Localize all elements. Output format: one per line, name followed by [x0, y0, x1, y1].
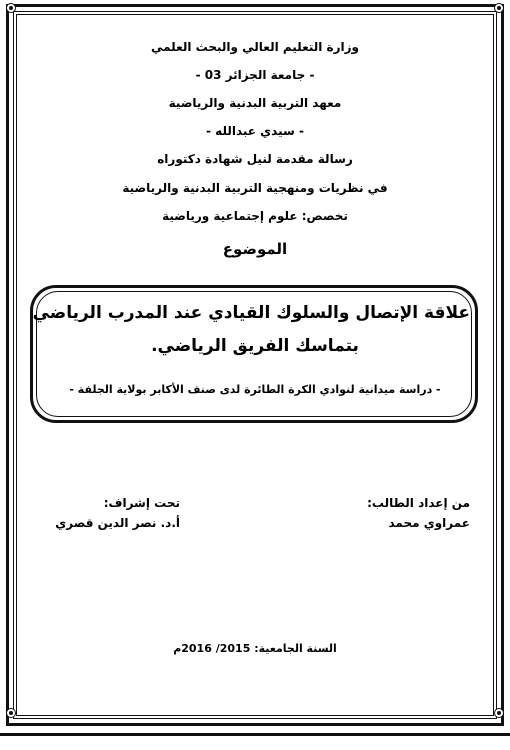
- ministry-name: وزارة التعليم العالي والبحث العلمي: [150, 40, 360, 54]
- supervisor-label: تحت إشراف:: [103, 496, 180, 510]
- thesis-specialty: تخصص: علوم إجتماعية ورياضية: [162, 209, 348, 223]
- corner-ornament-icon: [494, 708, 504, 718]
- student-label: من إعداد الطالب:: [367, 496, 470, 510]
- thesis-title-line-2: بتماسك الفريق الرياضي.: [151, 336, 359, 356]
- corner-ornament-icon: [6, 3, 16, 13]
- subject-label: الموضوع: [222, 240, 288, 258]
- campus-name: - سيدي عبدالله -: [206, 124, 304, 138]
- thesis-type: رسالة مقدمة لنيل شهادة دكتوراه: [157, 152, 353, 166]
- study-description: - دراسة ميدانية لنوادي الكرة الطائرة لدى صنف الأكابر بولاية الجلفة -: [69, 383, 441, 396]
- corner-ornament-icon: [494, 3, 504, 13]
- thesis-title-line-1: علاقة الإتصال والسلوك القيادي عند المدرب الرياضي: [32, 303, 470, 323]
- institute-name: معهد التربية البدنية والرياضية: [168, 96, 342, 110]
- university-name: - جامعة الجزائر 03 -: [195, 68, 315, 82]
- bottom-divider: [0, 733, 510, 736]
- corner-ornament-icon: [6, 708, 16, 718]
- student-name: عمراوي محمد: [388, 516, 470, 530]
- academic-year: السنة الجامعية: 2015/ 2016م: [173, 642, 337, 655]
- thesis-field: في نظريات ومنهجية التربية البدنية والرياضية: [122, 181, 388, 195]
- supervisor-name: أ.د. نصر الدين قصري: [55, 516, 180, 530]
